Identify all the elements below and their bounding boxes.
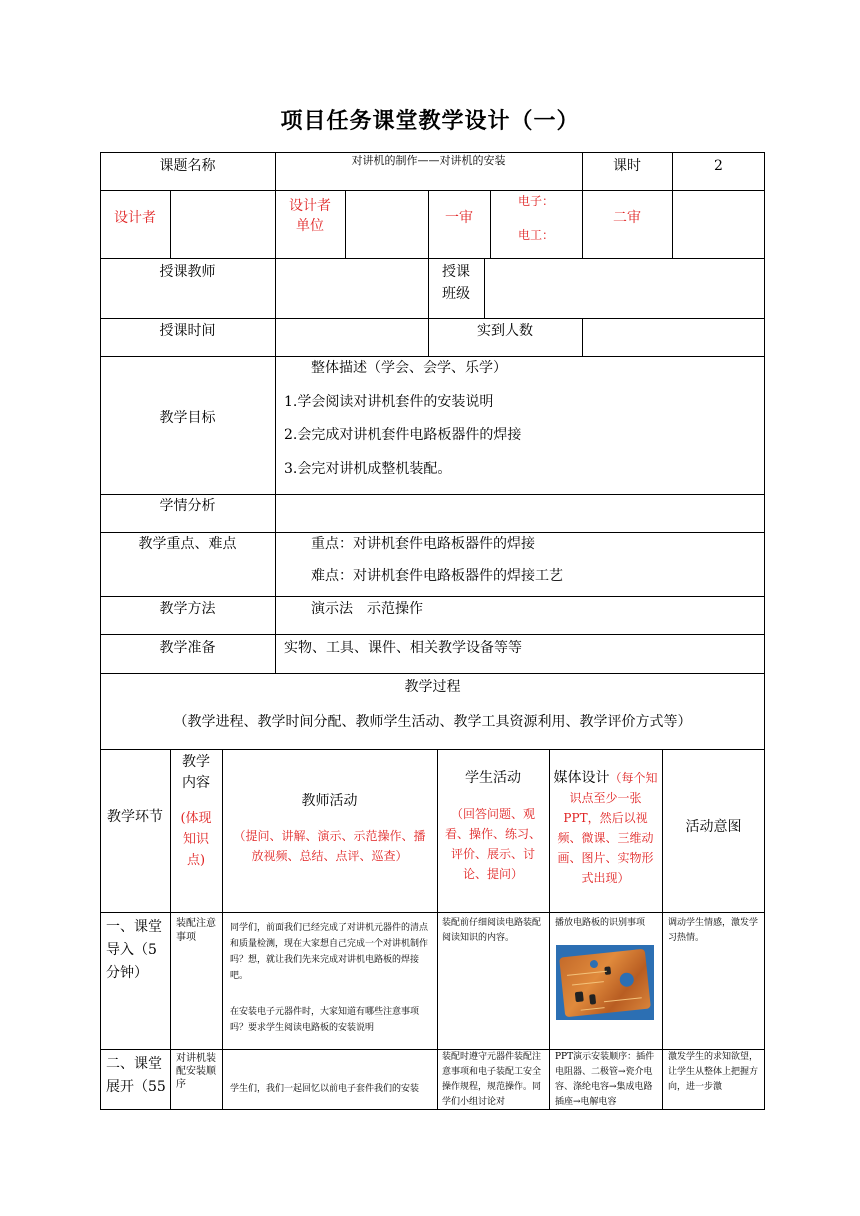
- difficulty-point: 难点：对讲机套件电路板器件的焊接工艺: [311, 568, 563, 584]
- stage-1-teacher-p1: 同学们，前面我们已经完成了对讲机元器件的清点和质量检测，现在大家想自己完成一个对讲机制作吗？想，就让我们先来完成对讲机电路板的焊接吧。: [230, 923, 429, 981]
- electronic-label: 电子：: [517, 194, 554, 208]
- goal-item-2: 2.会完成对讲机套件电路板器件的焊接: [284, 427, 522, 443]
- first-review-label: 一审: [445, 210, 473, 226]
- stage-2-intent: 激发学生的求知欲望，让学生从整体上把握方向，进一步激: [668, 1052, 759, 1092]
- stage-2-media: PPT演示安装顺序：插件电阻器、二极管→瓷介电容、涤纶电容→集成电路插座→电解电容: [555, 1052, 655, 1107]
- second-review-label: 二审: [613, 210, 641, 226]
- document-title: 项目任务课堂教学设计（一）: [280, 109, 580, 134]
- header-content-1: 教学: [182, 754, 210, 770]
- teaching-method-value: 演示法 示范操作: [311, 601, 423, 617]
- header-teacher-note: （提问、讲解、演示、示范操作、播放视频、总结、点评、巡查）: [233, 829, 426, 863]
- subject-name-label: 课题名称: [159, 158, 216, 174]
- electrician-label: 电工：: [517, 228, 554, 242]
- stage-1-teacher-p2: 在安装电子元器件时，大家知道有哪些注意事项吗？要求学生阅读电路板的安装说明: [230, 1007, 420, 1033]
- header-media-title: 媒体设计: [553, 770, 610, 786]
- designer-label: 设计者: [114, 210, 156, 226]
- goals-overall: 整体描述（学会、会学、乐学）: [311, 360, 507, 376]
- designer-unit-label-2: 单位: [296, 218, 324, 234]
- stage-1-media: 播放电路板的识别事项: [555, 918, 646, 928]
- hours-label: 课时: [613, 158, 641, 174]
- class-label-1: 授课: [442, 264, 470, 280]
- stage-2-name: 二、课堂展开（55: [106, 1056, 166, 1095]
- goal-item-1: 1.学会阅读对讲机套件的安装说明: [284, 394, 494, 410]
- header-intent: 活动意图: [685, 819, 742, 835]
- teaching-prep-label: 教学准备: [159, 640, 216, 656]
- subject-name-value: 对讲机的制作——对讲机的安装: [351, 154, 506, 167]
- key-points-label: 教学重点、难点: [138, 536, 237, 552]
- header-student-note: （回答问题、观看、操作、练习、评价、展示、讨论、提问）: [444, 807, 541, 881]
- header-teacher: 教师活动: [301, 793, 358, 809]
- hours-value: 2: [714, 158, 723, 174]
- teaching-goals-label: 教学目标: [159, 410, 216, 426]
- stage-1-name: 一、课堂导入（5分钟）: [106, 919, 162, 981]
- teaching-method-label: 教学方法: [159, 601, 216, 617]
- attendance-label: 实到人数: [477, 323, 533, 339]
- designer-unit-label-1: 设计者: [289, 198, 331, 214]
- key-point: 重点：对讲机套件电路板器件的焊接: [311, 536, 535, 552]
- stage-2-content: 对讲机装配安装顺序: [176, 1053, 216, 1090]
- stage-1-content: 装配注意事项: [176, 918, 216, 943]
- header-student: 学生活动: [465, 770, 521, 786]
- circuit-board-photo: [556, 945, 654, 1020]
- student-analysis-label: 学情分析: [159, 498, 216, 514]
- header-stage: 教学环节: [107, 809, 163, 825]
- goal-item-3: 3.会完对讲机成整机装配。: [284, 461, 452, 477]
- process-subtitle: （教学进程、教学时间分配、教师学生活动、教学工具资源利用、教学评价方式等）: [173, 714, 692, 730]
- header-content-note: (体现知识点): [180, 811, 212, 868]
- stage-1-intent: 调动学生情感，激发学习热情。: [668, 918, 759, 943]
- teacher-label: 授课教师: [159, 264, 216, 280]
- header-content-2: 内容: [182, 775, 210, 791]
- stage-1-student: 装配前仔细阅读电路装配阅读知识的内容。: [442, 918, 542, 943]
- teaching-time-label: 授课时间: [159, 323, 216, 339]
- stage-2-teacher: 学生们，我们一起回忆以前电子套件我们的安装: [230, 1084, 420, 1094]
- class-label-2: 班级: [442, 286, 470, 302]
- header-media: [553, 768, 658, 888]
- teaching-prep-value: 实物、工具、课件、相关教学设备等等: [284, 640, 522, 656]
- process-title: 教学过程: [404, 679, 461, 695]
- header-media-note: （每个知识点至少一张PPT，然后以视频、微课、三维动画、图片、实物形式出现）: [557, 771, 658, 885]
- stage-2-student: 装配时遵守元器件装配注意事项和电子装配工安全操作规程，规范操作。同学们小组讨论对: [442, 1052, 542, 1107]
